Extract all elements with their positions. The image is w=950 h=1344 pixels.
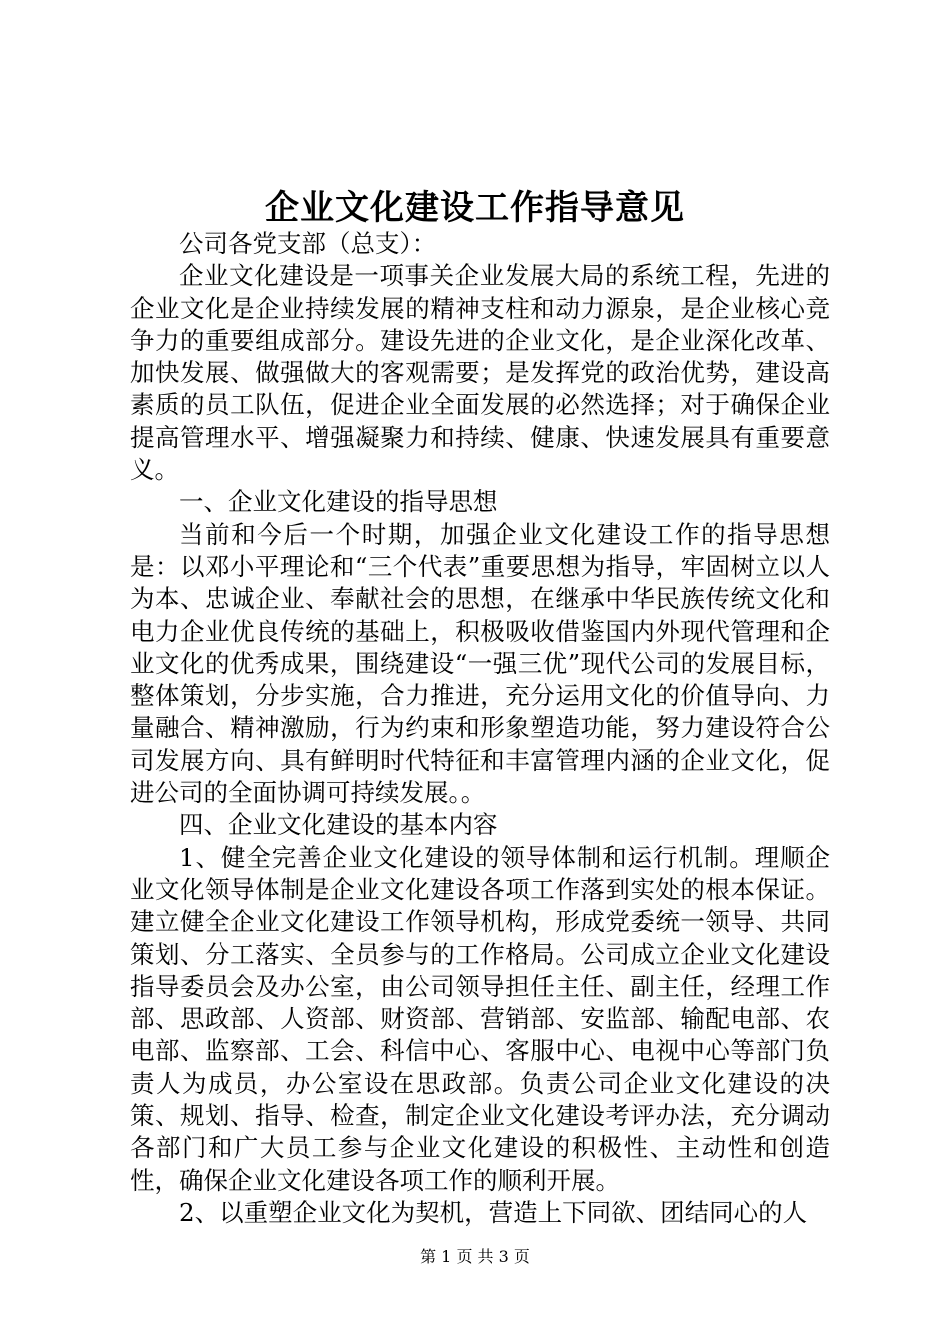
- section-heading-basic-content: 四、企业文化建设的基本内容: [179, 810, 498, 840]
- section-heading-guiding-ideology: 一、企业文化建设的指导思想: [179, 487, 498, 517]
- intro-paragraph: 企业文化建设是一项事关企业发展大局的系统工程，先进的企业文化是企业持续发展的精神支柱和动力源泉，是企业核心竞争力的重要组成部分。建设先进的企业文化，是企业深化改革、加快发展、做强做大的客观需要；是发挥党的政治优势，建设高素质的员工队伍，促进企业全面发展的必然选择；对于确保企业提高管理水平、增强凝聚力和持续、健康、快速发展具有重要意义。: [130, 261, 830, 485]
- salutation-paragraph: 公司各党支部（总支）：: [179, 229, 437, 258]
- basic-content-item-2-paragraph: 2、以重塑企业文化为契机，营造上下同欲、团结同心的人: [179, 1197, 808, 1227]
- document-title: 企业文化建设工作指导意见: [265, 188, 685, 228]
- basic-content-item-1-paragraph: 1、健全完善企业文化建设的领导体制和运行机制。理顺企业文化领导体制是企业文化建设各项工作落到实处的根本保证。建立健全企业文化建设工作领导机构，形成党委统一领导、共同策划、分工落实、全员参与的工作格局。公司成立企业文化建设指导委员会及办公室，由公司领导担任主任、副主任，经理工作部、思政部、人资部、财资部、营销部、安监部、输配电部、农电部、监察部、工会、科信中心、客服中心、电视中心等部门负责人为成员，办公室设在思政部。负责公司企业文化建设的决策、规划、指导、检查，制定企业文化建设考评办法，充分调动各部门和广大员工参与企业文化建设的积极性、主动性和创造性，确保企业文化建设各项工作的顺利开展。: [130, 842, 830, 1195]
- page-number-footer: 第 1 页 共 3 页: [420, 1247, 530, 1266]
- document-body: [130, 228, 830, 1229]
- guiding-ideology-paragraph: 当前和今后一个时期，加强企业文化建设工作的指导思想是：以邓小平理论和“三个代表”重要思想为指导，牢固树立以人为本、忠诚企业、奉献社会的思想，在继承中华民族传统文化和电力企业优良传统的基础上，积极吸收借鉴国内外现代管理和企业文化的优秀成果，围绕建设“一强三优”现代公司的发展目标，整体策划，分步实施，合力推进，充分运用文化的价值导向、力量融合、精神激励，行为约束和形象塑造功能，努力建设符合公司发展方向、具有鲜明时代特征和丰富管理内涵的企业文化，促进公司的全面协调可持续发展。。: [130, 519, 830, 808]
